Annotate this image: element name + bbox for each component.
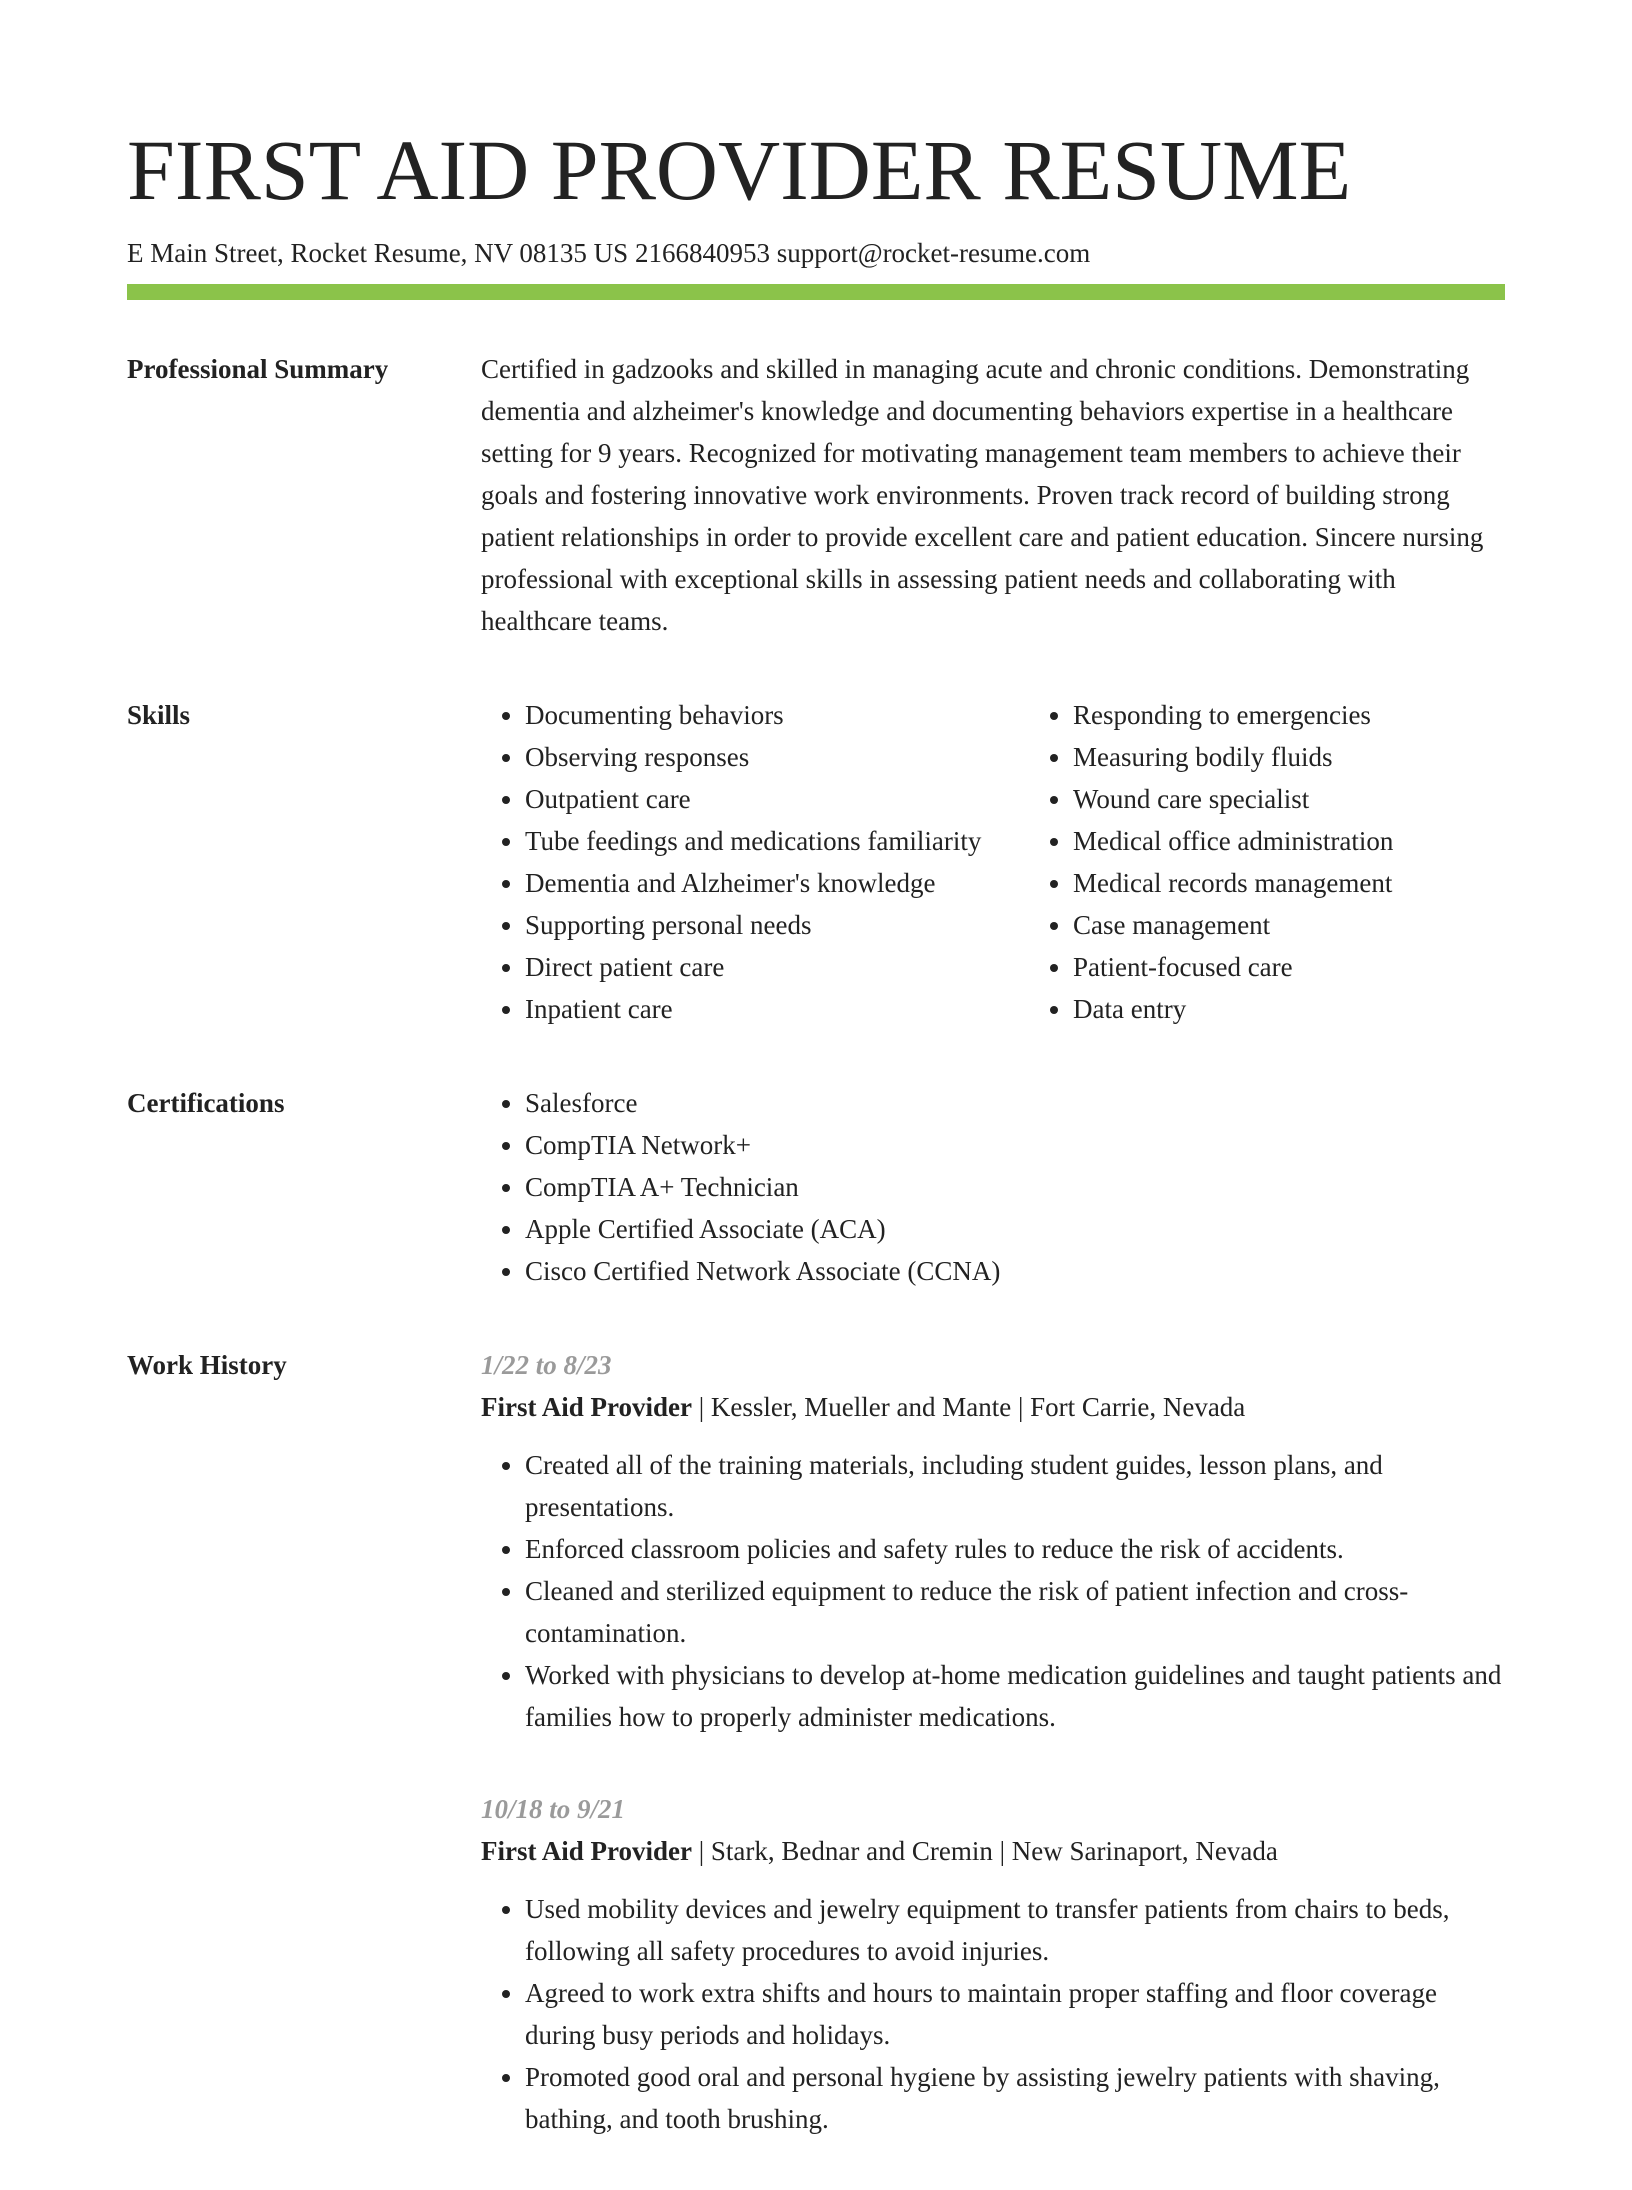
- resume-page: [127, 118, 1505, 2190]
- certification-item: • CompTIA Network+: [525, 1124, 1505, 1166]
- skill-item: • Inpatient care: [525, 988, 1029, 1030]
- skills-list-right: [1029, 694, 1505, 1030]
- summary-label: Professional Summary: [127, 354, 389, 384]
- job-entry: [481, 1788, 1505, 2140]
- skills-section: [127, 694, 1505, 1030]
- skill-item: • Medical records management: [1073, 862, 1505, 904]
- certification-item: • Salesforce: [525, 1082, 1505, 1124]
- job-details: | Kessler, Mueller and Mante | Fort Carrie, Nevada: [691, 1392, 1246, 1422]
- job-title: First Aid Provider: [481, 1836, 692, 1866]
- job-entry: [481, 1344, 1505, 1738]
- certification-item: • Apple Certified Associate (ACA): [525, 1208, 1505, 1250]
- work-history-label: Work History: [127, 1350, 287, 1380]
- job-dates: 1/22 to 8/23: [481, 1350, 612, 1380]
- work-history-section: [127, 1344, 1505, 2190]
- job-title-line: [481, 1386, 1505, 1428]
- skill-item: • Patient-focused care: [1073, 946, 1505, 988]
- summary-body: [481, 348, 1505, 642]
- skill-item: • Responding to emergencies: [1073, 694, 1505, 736]
- job-title: First Aid Provider: [481, 1392, 692, 1422]
- job-bullets: [481, 1444, 1505, 1738]
- skill-item: • Documenting behaviors: [525, 694, 1029, 736]
- certifications-label: Certifications: [127, 1088, 285, 1118]
- skill-item: • Outpatient care: [525, 778, 1029, 820]
- job-title-line: [481, 1830, 1505, 1872]
- header-divider: [127, 284, 1505, 300]
- skills-list-left: [481, 694, 1029, 1030]
- certifications-body: [481, 1082, 1505, 1292]
- job-bullet: • Created all of the training materials, including student guides, lesson plans, and presentations.: [525, 1444, 1505, 1528]
- skill-item: • Tube feedings and medications familiarity: [525, 820, 1029, 862]
- job-bullet: • Cleaned and sterilized equipment to reduce the risk of patient infection and cross-contamination.: [525, 1570, 1505, 1654]
- skill-item: • Medical office administration: [1073, 820, 1505, 862]
- skill-item: • Supporting personal needs: [525, 904, 1029, 946]
- skills-label: Skills: [127, 700, 191, 730]
- job-bullet: • Promoted good oral and personal hygiene by assisting jewelry patients with shaving, bathing, and tooth brushing.: [525, 2056, 1505, 2140]
- skill-item: • Dementia and Alzheimer's knowledge: [525, 862, 1029, 904]
- job-bullet: • Worked with physicians to develop at-home medication guidelines and taught patients and families how to properly administer medications.: [525, 1654, 1505, 1738]
- certifications-list: [481, 1082, 1505, 1292]
- summary-section: [127, 348, 1505, 642]
- summary-text: Certified in gadzooks and skilled in managing acute and chronic conditions. Demonstrating dementia and alzheimer's knowledge and documenting behaviors expertise in a healthcare setting for 9 years. Recognized for motivating management team members to achieve their goals and fostering innovative work environments. Proven track record of building strong patient relationships in order to provide excellent care and patient education. Sincere nursing professional with exceptional skills in assessing patient needs and collaborating with healthcare teams.: [481, 354, 1484, 636]
- skills-body: [481, 694, 1505, 1030]
- job-bullets: [481, 1888, 1505, 2140]
- job-bullet: • Agreed to work extra shifts and hours to maintain proper staffing and floor coverage during busy periods and holidays.: [525, 1972, 1505, 2056]
- skill-item: • Observing responses: [525, 736, 1029, 778]
- skill-item: • Direct patient care: [525, 946, 1029, 988]
- job-dates: 10/18 to 9/21: [481, 1794, 626, 1824]
- skill-item: • Case management: [1073, 904, 1505, 946]
- certifications-section: [127, 1082, 1505, 1292]
- job-bullet: • Used mobility devices and jewelry equipment to transfer patients from chairs to beds, following all safety procedures to avoid injuries.: [525, 1888, 1505, 1972]
- skill-item: • Data entry: [1073, 988, 1505, 1030]
- skill-item: • Wound care specialist: [1073, 778, 1505, 820]
- contact-line: E Main Street, Rocket Resume, NV 08135 US 2166840953 support@rocket-resume.com: [127, 238, 1091, 268]
- resume-title: FIRST AID PROVIDER RESUME: [127, 122, 1352, 218]
- certification-item: • CompTIA A+ Technician: [525, 1166, 1505, 1208]
- job-details: | Stark, Bednar and Cremin | New Sarinaport, Nevada: [691, 1836, 1278, 1866]
- work-history-body: [481, 1344, 1505, 2190]
- job-bullet: • Enforced classroom policies and safety rules to reduce the risk of accidents.: [525, 1528, 1505, 1570]
- certification-item: • Cisco Certified Network Associate (CCNA): [525, 1250, 1505, 1292]
- skill-item: • Measuring bodily fluids: [1073, 736, 1505, 778]
